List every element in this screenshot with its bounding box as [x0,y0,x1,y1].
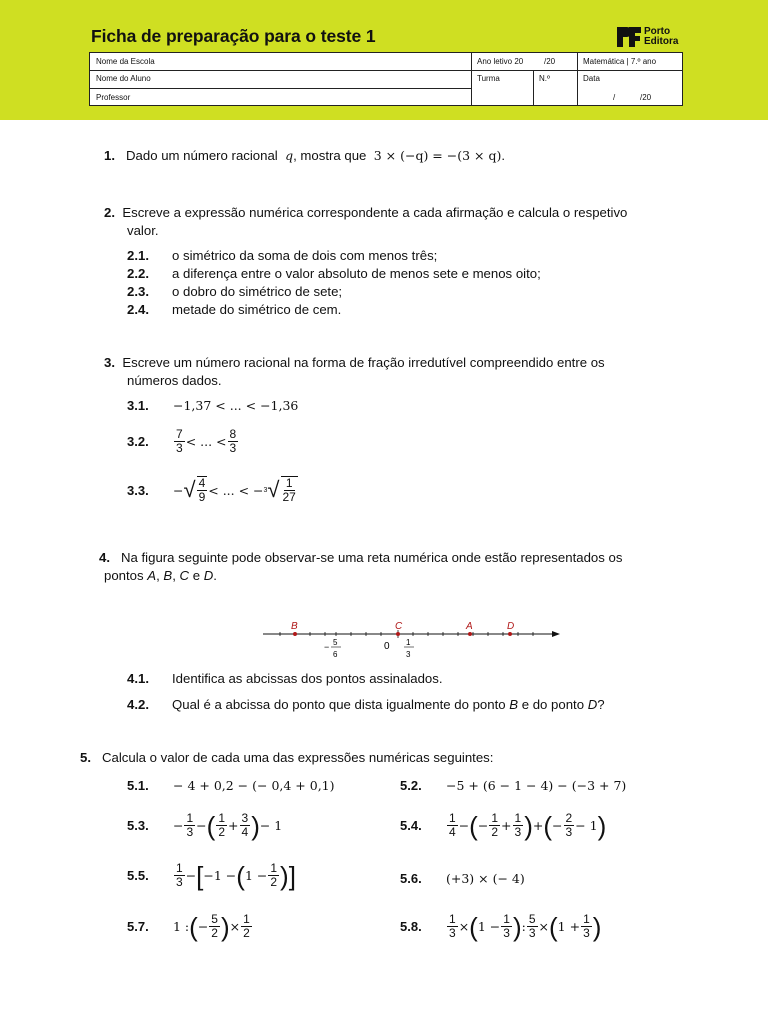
item-2-1: 2.1. o simétrico da soma de dois com menos três; [127,248,438,263]
subject-field: Matemática | 7.º ano [583,57,657,66]
publisher-name: Porto Editora [644,26,679,47]
expr-5-4: 5.4. $\frac{1}{4}$ − ( − $\frac{1}{2}$ + $\frac{1}{3}$ ) + ( − $\frac{2}{3}$ − 1 ) [400,810,607,841]
question-3: 3. Escreve um número racional na forma de fração irredutível compreendido entre os [104,355,605,370]
tick-label-zero: 0 [384,641,390,652]
item-2-2: 2.2. a diferença entre o valor absoluto de menos sete e menos oito; [127,266,541,281]
item-3-3: 3.3. − √ $\frac{4}{9}$ < ... < − 3 √ $\frac{1}{27}$ [127,476,296,504]
point-b [293,632,297,636]
label-d: D [507,621,515,632]
date-field: Data [583,74,600,83]
tick-label-5: 5 [333,638,338,647]
question-3-cont: números dados. [127,373,222,388]
expr-5-8: 5.8. $\frac{1}{3}$ × ( 1 − $\frac{1}{3}$ ) : $\frac{5}{3}$ × ( 1 + $\frac{1}{3}$ ) [400,911,602,942]
item-3-1: 3.1. −1,37 < ... < −1,36 [127,398,299,413]
student-name-field: Nome do Aluno [96,74,151,83]
class-field: Turma [477,74,500,83]
tick-label-6: 6 [333,650,338,659]
question-2: 2. Escreve a expressão numérica correspondente a cada afirmação e calcula o respetivo [104,205,628,220]
porto-editora-logo-icon [617,27,641,47]
student-number-field: N.º [539,74,550,83]
question-4: 4. Na figura seguinte pode observar-se uma reta numérica onde estão representados os [99,550,623,565]
item-4-2: 4.2. Qual é a abcissa do ponto que dista igualmente do ponto B e do ponto D? [127,697,605,712]
school-year-suffix: /20 [544,57,556,66]
expr-5-1: 5.1. − 4 + 0,2 − (− 0,4 + 0,1) [127,778,335,793]
expr-5-3: 5.3. − $\frac{1}{3}$ − ( $\frac{1}{2}$ + $\frac{3}{4}$ ) − 1 [127,810,283,841]
publisher-logo [617,27,678,47]
teacher-field: Professor [96,93,131,102]
tick-label-3: 3 [406,650,411,659]
question-4-cont: pontos A, B, C e D. [104,568,217,583]
number-line-figure [260,615,565,665]
page-title: Ficha de preparação para o teste 1 [91,26,376,46]
school-year-field: Ano letivo 20 [477,57,524,66]
expr-5-2: 5.2. −5 + (6 − 1 − 4) − (−3 + 7) [400,778,627,793]
point-d [508,632,512,636]
item-3-2: 3.2. $\frac{7}{3}$ < ... < $\frac{8}{3}$ [127,427,237,455]
question-5: 5. Calcula o valor de cada uma das expressões numéricas seguintes: [80,750,494,765]
tick-label-neg-sign: − [324,642,330,652]
item-2-3: 2.3. o dobro do simétrico de sete; [127,284,343,299]
item-2-4: 2.4. metade do simétrico de cem. [127,302,342,317]
expr-5-5: 5.5. $\frac{1}{3}$ − [ −1 − ( 1 − $\frac{1}{2}$ ) ] [127,860,296,891]
expr-5-7: 5.7. 1 : ( − $\frac{5}{2}$ ) × $\frac{1}{2}$ [127,911,250,942]
label-c: C [395,621,403,632]
tick-label-1: 1 [406,638,411,647]
item-4-1: 4.1. Identifica as abcissas dos pontos assinalados. [127,671,443,686]
student-info-table: Nome da Escola Nome do Aluno Professor Ano letivo 20 /20 Matemática | 7.º ano Turma N.º Data / /20 [89,52,683,106]
point-a [468,632,472,636]
question-1: 1. Dado um número racional q, mostra que 3 × (−q) = −(3 × q). [104,148,506,163]
label-a: A [466,621,473,632]
question-2-cont: valor. [127,223,159,238]
school-name-field: Nome da Escola [96,57,155,66]
point-c [396,632,400,636]
arrow-head-icon [552,631,560,637]
expr-5-6: 5.6. (+3) × (− 4) [400,871,525,886]
label-b: B [291,621,298,632]
